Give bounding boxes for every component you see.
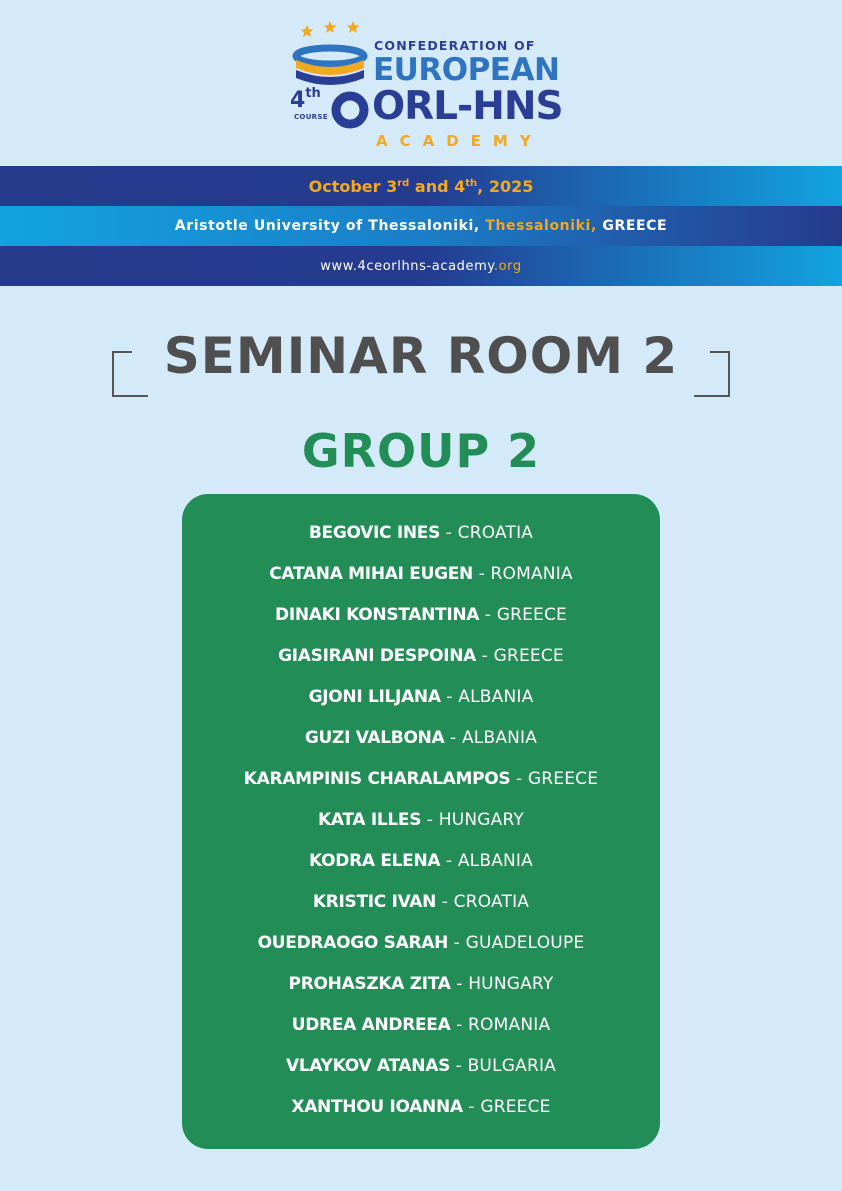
participant-row bbox=[182, 639, 660, 680]
participant-country: GREECE bbox=[496, 605, 567, 625]
participant-country: ROMANIA bbox=[468, 1015, 551, 1035]
participant-name: VLAYKOV ATANAS bbox=[286, 1056, 451, 1076]
participant-name: DINAKI KONSTANTINA bbox=[275, 605, 480, 625]
participant-row bbox=[182, 926, 660, 967]
participant-row bbox=[182, 885, 660, 926]
room-title-frame bbox=[112, 325, 730, 397]
separator: - bbox=[450, 1015, 469, 1035]
participant-row bbox=[182, 803, 660, 844]
separator: - bbox=[421, 810, 439, 830]
separator: - bbox=[440, 851, 458, 871]
separator: - bbox=[450, 1056, 468, 1076]
separator: - bbox=[479, 605, 497, 625]
event-venue bbox=[175, 218, 667, 234]
participant-name: BEGOVIC INES bbox=[308, 523, 441, 543]
participant-row bbox=[182, 557, 660, 598]
participant-country: BULGARIA bbox=[467, 1056, 556, 1076]
participant-row bbox=[182, 762, 660, 803]
event-website bbox=[320, 259, 521, 274]
participant-country: GREECE bbox=[493, 646, 564, 666]
website-host: www.4ceorlhns-academy bbox=[320, 258, 494, 274]
date-superscript: rd bbox=[397, 177, 410, 189]
date-superscript: th bbox=[465, 177, 478, 189]
participant-country: GUADELOUPE bbox=[465, 933, 585, 953]
separator: - bbox=[448, 933, 466, 953]
venue-city: Thessaloniki, bbox=[485, 218, 597, 234]
participant-name: PROHASZKA ZITA bbox=[288, 974, 451, 994]
venue-country: GREECE bbox=[596, 218, 668, 234]
participant-country: GREECE bbox=[480, 1097, 551, 1117]
participant-country: HUNGARY bbox=[468, 974, 554, 994]
participant-row bbox=[182, 1090, 660, 1131]
participant-country: ROMANIA bbox=[490, 564, 573, 584]
participant-name: KARAMPINIS CHARALAMPOS bbox=[243, 769, 511, 789]
separator: - bbox=[444, 728, 462, 748]
participants-list bbox=[182, 516, 660, 1131]
participant-row bbox=[182, 1008, 660, 1049]
event-venue-band bbox=[0, 206, 842, 246]
logo-line-orl-hns: ORL-HNS bbox=[372, 84, 563, 129]
participant-row bbox=[182, 680, 660, 721]
participant-name: GJONI LILJANA bbox=[308, 687, 441, 707]
participant-row bbox=[182, 721, 660, 762]
separator: - bbox=[440, 687, 459, 707]
participant-country: ALBANIA bbox=[461, 728, 538, 748]
participant-country: ALBANIA bbox=[457, 851, 533, 871]
date-part: October 3 bbox=[308, 176, 398, 196]
participant-row bbox=[182, 844, 660, 885]
separator: - bbox=[450, 974, 469, 994]
event-date bbox=[309, 177, 534, 196]
room-title: SEMINAR ROOM 2 bbox=[163, 327, 679, 385]
separator: - bbox=[440, 523, 458, 543]
participant-row bbox=[182, 967, 660, 1008]
website-tld: .org bbox=[493, 258, 522, 274]
venue-university: Aristotle University of Thessaloniki, bbox=[174, 218, 486, 234]
participant-country: ALBANIA bbox=[458, 687, 534, 707]
group-title: GROUP 2 bbox=[301, 424, 541, 478]
participant-row bbox=[182, 598, 660, 639]
separator: - bbox=[472, 564, 491, 584]
participant-name: KRISTIC IVAN bbox=[312, 892, 437, 912]
participant-name: GIASIRANI DESPOINA bbox=[278, 646, 477, 666]
date-part: , 2025 bbox=[477, 176, 534, 196]
separator: - bbox=[462, 1097, 481, 1117]
edition-digit: 4 bbox=[290, 88, 306, 113]
logo-line-confederation: CONFEDERATION OF bbox=[374, 38, 536, 53]
edition-number bbox=[290, 86, 321, 113]
participant-row bbox=[182, 1049, 660, 1090]
event-website-band bbox=[0, 246, 842, 286]
participant-name: GUZI VALBONA bbox=[304, 728, 445, 748]
participant-name: OUEDRAOGO SARAH bbox=[257, 933, 449, 953]
separator: - bbox=[436, 892, 454, 912]
participant-country: HUNGARY bbox=[438, 810, 525, 830]
academy-logo bbox=[288, 18, 563, 152]
separator: - bbox=[476, 646, 494, 666]
separator: - bbox=[510, 769, 528, 789]
participants-card bbox=[182, 494, 660, 1149]
participant-name: UDREA ANDREEA bbox=[291, 1015, 451, 1035]
logo-line-academy: ACADEMY bbox=[376, 132, 543, 150]
participant-row bbox=[182, 516, 660, 557]
date-part: and 4 bbox=[409, 176, 466, 196]
edition-label: COURSE bbox=[294, 113, 328, 121]
edition-suffix: th bbox=[305, 86, 321, 101]
logo-line-european: EUROPEAN bbox=[373, 52, 560, 88]
participant-name: CATANA MIHAI EUGEN bbox=[269, 564, 473, 584]
participant-country: CROATIA bbox=[457, 523, 534, 543]
participant-name: KODRA ELENA bbox=[309, 851, 441, 871]
participant-country: CROATIA bbox=[453, 892, 530, 912]
participant-name: XANTHOU IOANNA bbox=[291, 1097, 463, 1117]
event-date-band bbox=[0, 166, 842, 206]
participant-name: KATA ILLES bbox=[317, 810, 422, 830]
participant-country: GREECE bbox=[527, 769, 599, 789]
